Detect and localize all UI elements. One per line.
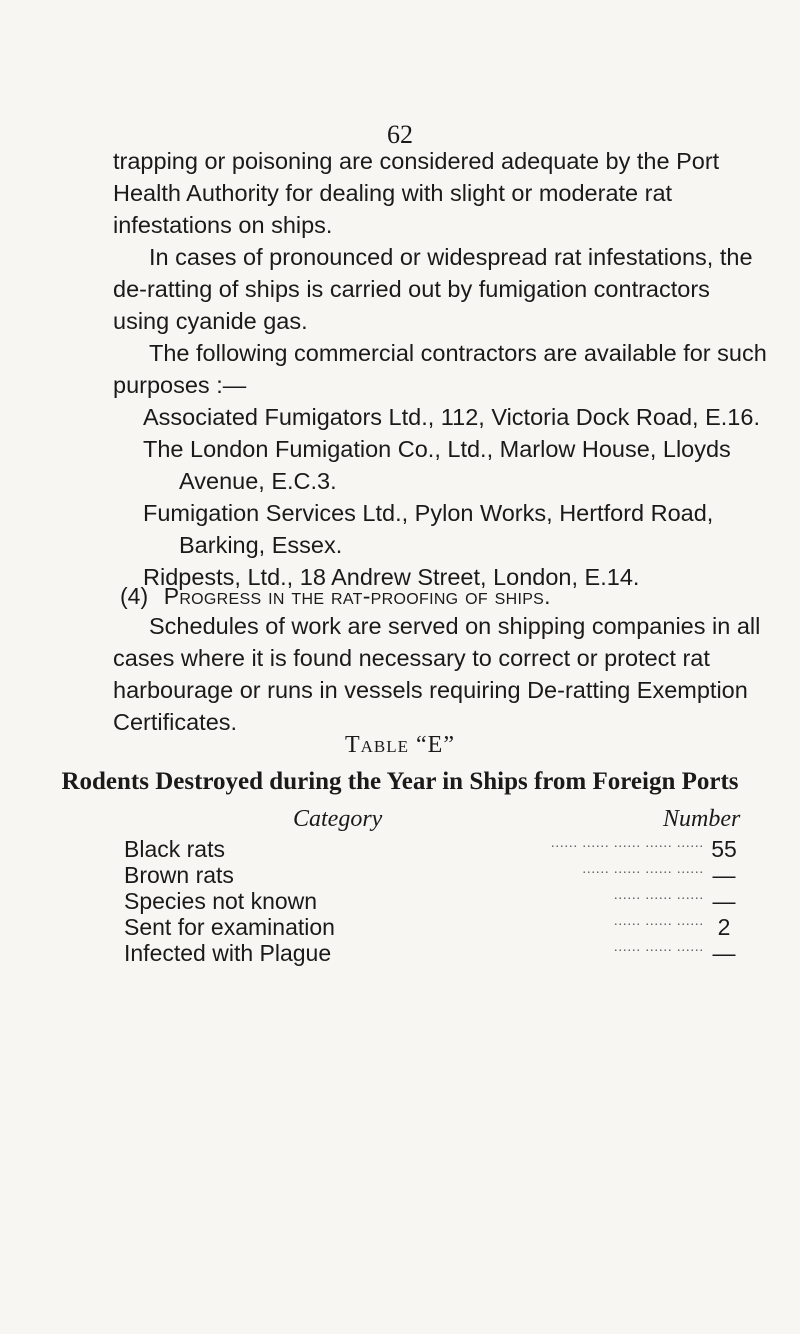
dot-leaders: ...... ...... ...... ...... ...... xyxy=(551,836,704,851)
table-row xyxy=(124,862,744,888)
paragraph: Schedules of work are served on shipping companies in all cases where it is found necessary to correct or protect rat harbourage or runs in vessels requiring De-ratting Exemption Certificates. xyxy=(113,613,761,735)
row-category: Black rats xyxy=(124,836,225,862)
category-column-header: Category xyxy=(293,806,383,832)
row-number: — xyxy=(712,940,736,966)
row-category: Infected with Plague xyxy=(124,940,332,966)
row-number: 2 xyxy=(717,914,731,940)
row-number: — xyxy=(712,888,736,914)
section-heading xyxy=(120,583,551,610)
row-category: Sent for examination xyxy=(124,914,335,940)
row-number: — xyxy=(712,862,736,888)
paragraph: In cases of pronounced or widespread rat infestations, the de-ratting of ships is carried out by fumigation contractors using cyanide gas. xyxy=(113,244,753,334)
intro-text xyxy=(113,145,768,593)
paragraph: trapping or poisoning are considered adequate by the Port Health Authority for dealing with slight or moderate rat infestations on ships. xyxy=(113,148,720,238)
contractor-entry: Ridpests, Ltd., 18 Andrew Street, London, E.14. xyxy=(143,564,640,590)
section-text xyxy=(113,610,768,738)
section-title: Progress in the rat-proofing of ships. xyxy=(163,583,551,609)
page-number: 62 xyxy=(387,120,413,149)
table-row xyxy=(124,888,744,914)
dot-leaders: ...... ...... ...... ...... xyxy=(582,862,704,877)
dot-leaders: ...... ...... ...... xyxy=(614,914,704,929)
dot-leaders: ...... ...... ...... xyxy=(614,888,704,903)
section-number: (4) xyxy=(120,583,149,609)
table-title: Rodents Destroyed during the Year in Ships from Foreign Ports xyxy=(61,768,739,795)
dot-leaders: ...... ...... ...... xyxy=(614,940,704,955)
paragraph: The following commercial contractors are available for such purposes :— xyxy=(113,340,767,398)
number-column-header: Number xyxy=(663,806,741,832)
contractor-entry: The London Fumigation Co., Ltd., Marlow House, Lloyds Avenue, E.C.3. xyxy=(143,436,731,494)
contractor-entry: Associated Fumigators Ltd., 112, Victoria Dock Road, E.16. xyxy=(143,404,760,430)
row-category: Species not known xyxy=(124,888,318,914)
contractor-entry: Fumigation Services Ltd., Pylon Works, Hertford Road, Barking, Essex. xyxy=(143,500,714,558)
table-row xyxy=(124,940,744,966)
table-label: Table “E” xyxy=(344,732,455,758)
table-row xyxy=(124,836,744,862)
row-number: 55 xyxy=(711,836,737,862)
row-category: Brown rats xyxy=(124,862,234,888)
table-row xyxy=(124,914,744,940)
